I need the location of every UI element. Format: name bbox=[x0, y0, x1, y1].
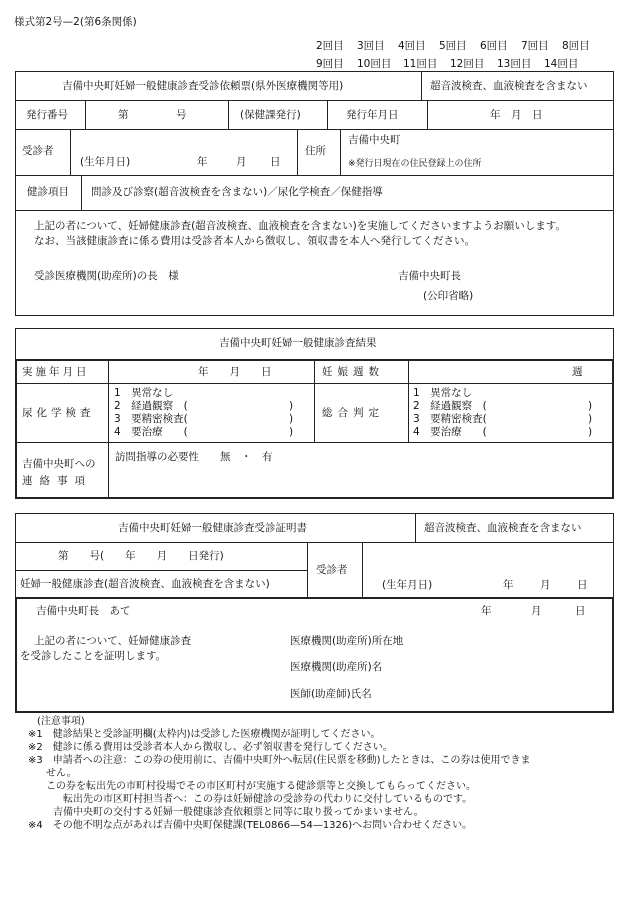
overall-opt-1[interactable]: 1 異常なし bbox=[413, 387, 473, 399]
urine-opt-2[interactable]: 2 経過観察 ( bbox=[114, 400, 188, 412]
visit-11[interactable]: 11回目 bbox=[403, 58, 438, 70]
exam-date-label: 実施年月日 bbox=[22, 366, 90, 378]
overall-opt-3[interactable]: 3 要精密検査( bbox=[413, 413, 487, 425]
gestation-week-field[interactable]: 週 bbox=[572, 366, 583, 378]
urine-label: 尿化学検査 bbox=[22, 407, 95, 419]
birth-month[interactable]: 月 bbox=[236, 156, 247, 168]
institution-name-label[interactable]: 医療機関(助産所)名 bbox=[290, 661, 383, 673]
note-2: ※2 健診に係る費用は受診者本人から徴収し、必ず領収書を発行してください。 bbox=[28, 742, 393, 753]
items-label: 健診項目 bbox=[27, 186, 69, 198]
urine-opt-4-close: ) bbox=[289, 426, 294, 438]
certificate-body-1: 上記の者について、妊婦健康診査 bbox=[34, 635, 192, 647]
certificate-date-day[interactable]: 日 bbox=[575, 605, 586, 617]
urine-opt-3-close: ) bbox=[289, 413, 294, 425]
note-3c: この券を転出先の市町村役場でその市区町村が実施する健診票等と交換してもらってください。 bbox=[46, 781, 476, 792]
contact-label-1: 吉備中央町への bbox=[22, 458, 96, 470]
certificate-exam-name: 妊婦一般健康診査(超音波検査、血液検査を含まない) bbox=[20, 578, 270, 590]
contact-label-2: 連絡事項 bbox=[22, 475, 92, 487]
result-title: 吉備中央町妊婦一般健康診査結果 bbox=[219, 337, 377, 349]
visit-12[interactable]: 12回目 bbox=[450, 58, 485, 70]
note-3d: 転出先の市区町村担当者へ：この券は妊婦健診の受診券の代わりに交付しているものです。 bbox=[63, 794, 473, 805]
certificate-birth-year[interactable]: 年 bbox=[503, 579, 514, 591]
certificate-patient-label: 受診者 bbox=[316, 564, 348, 576]
address-town: 吉備中央町 bbox=[348, 134, 401, 146]
visit-5[interactable]: 5回目 bbox=[439, 40, 467, 52]
request-title: 吉備中央町妊婦一般健康診査受診依頼票(県外医療機関等用) bbox=[62, 80, 344, 92]
form-number: 様式第2号—2(第6条関係) bbox=[14, 16, 137, 28]
certificate-birthdate-label: (生年月日) bbox=[382, 579, 433, 591]
visit-4[interactable]: 4回目 bbox=[398, 40, 426, 52]
doctor-name-label[interactable]: 医師(助産師)氏名 bbox=[290, 688, 372, 700]
institution-address-label[interactable]: 医療機関(助産所)所在地 bbox=[290, 635, 404, 647]
note-3a: ※3 申請者への注意：この券の使用前に、吉備中央町外へ転居(住民票を移動)したときは、この券は使用できま bbox=[28, 755, 531, 766]
certificate-date-month[interactable]: 月 bbox=[531, 605, 542, 617]
patient-label: 受診者 bbox=[22, 145, 54, 157]
certificate-date-year[interactable]: 年 bbox=[481, 605, 492, 617]
note-4: ※4 その他不明な点があれば吉備中央町保健課(TEL0866—54—1326)へお問い合わせください。 bbox=[28, 820, 473, 831]
request-body-2: なお、当該健康診査に係る費用は受診者本人から徴収し、領収書を本人へ発行してください。 bbox=[34, 235, 475, 247]
visit-7[interactable]: 7回目 bbox=[521, 40, 549, 52]
visit-14[interactable]: 14回目 bbox=[544, 58, 579, 70]
urine-opt-3[interactable]: 3 要精密検査( bbox=[114, 413, 188, 425]
certificate-body-2: を受診したことを証明します。 bbox=[20, 650, 167, 662]
issue-number-label: 発行番号 bbox=[26, 109, 68, 121]
visit-2[interactable]: 2回目 bbox=[316, 40, 344, 52]
issuer-label: (保健課発行) bbox=[240, 109, 301, 121]
request-mayor: 吉備中央町長 bbox=[398, 270, 461, 282]
request-body-1: 上記の者について、妊婦健康診査(超音波検査、血液検査を含まない)を実施してくださいますようお願いします。 bbox=[34, 220, 566, 232]
urine-opt-2-close: ) bbox=[289, 400, 294, 412]
overall-opt-2-close: ) bbox=[588, 400, 593, 412]
issue-date-field[interactable]: 年 月 日 bbox=[490, 109, 543, 121]
overall-opt-4[interactable]: 4 要治療 ( bbox=[413, 426, 487, 438]
urine-opt-1[interactable]: 1 異常なし bbox=[114, 387, 174, 399]
guidance-need[interactable]: 訪問指導の必要性 無 ・ 有 bbox=[115, 451, 273, 463]
overall-opt-4-close: ) bbox=[588, 426, 593, 438]
certificate-birth-day[interactable]: 日 bbox=[577, 579, 588, 591]
overall-label: 総合判定 bbox=[322, 407, 384, 419]
exam-date-field[interactable]: 年 月 日 bbox=[198, 366, 272, 378]
note-3b: せん。 bbox=[46, 768, 77, 779]
gestation-label: 妊娠週数 bbox=[322, 366, 384, 378]
issue-date-label: 発行年月日 bbox=[346, 109, 399, 121]
notes-heading: (注意事項) bbox=[37, 716, 85, 727]
birth-year[interactable]: 年 bbox=[197, 156, 208, 168]
issue-number-dai[interactable]: 第 bbox=[118, 109, 129, 121]
visit-6[interactable]: 6回目 bbox=[480, 40, 508, 52]
certificate-birth-month[interactable]: 月 bbox=[540, 579, 551, 591]
visit-10[interactable]: 10回目 bbox=[357, 58, 392, 70]
certificate-exclusion-note: 超音波検査、血液検査を含まない bbox=[424, 522, 582, 534]
visit-13[interactable]: 13回目 bbox=[497, 58, 532, 70]
certificate-to-mayor: 吉備中央町長 あて bbox=[36, 605, 131, 617]
visit-9[interactable]: 9回目 bbox=[316, 58, 344, 70]
visit-8[interactable]: 8回目 bbox=[562, 40, 590, 52]
note-3e: 吉備中央町の交付する妊婦一般健康診査依頼票と同等に取り扱ってかまいません。 bbox=[53, 807, 424, 818]
seal-omitted: (公印省略) bbox=[423, 290, 474, 302]
items-value: 問診及び診察(超音波検査を含まない)／尿化学検査／保健指導 bbox=[91, 186, 383, 198]
certificate-title: 吉備中央町妊婦一般健康診査受診証明書 bbox=[118, 522, 307, 534]
address-note: ※発行日現在の住民登録上の住所 bbox=[348, 159, 482, 169]
address-label: 住所 bbox=[305, 145, 326, 157]
request-exclusion-note: 超音波検査、血液検査を含まない bbox=[430, 80, 588, 92]
request-addressee: 受診医療機関(助産所)の長 様 bbox=[34, 270, 179, 282]
birthdate-label: (生年月日) bbox=[80, 156, 131, 168]
visit-3[interactable]: 3回目 bbox=[357, 40, 385, 52]
overall-opt-2[interactable]: 2 経過観察 ( bbox=[413, 400, 487, 412]
issue-number-go[interactable]: 号 bbox=[176, 109, 187, 121]
urine-opt-4[interactable]: 4 要治療 ( bbox=[114, 426, 188, 438]
certificate-number-line[interactable]: 第 号( 年 月 日発行) bbox=[58, 550, 224, 562]
birth-day[interactable]: 日 bbox=[270, 156, 281, 168]
overall-opt-3-close: ) bbox=[588, 413, 593, 425]
note-1: ※1 健診結果と受診証明欄(太枠内)は受診した医療機関が証明してください。 bbox=[28, 729, 381, 740]
